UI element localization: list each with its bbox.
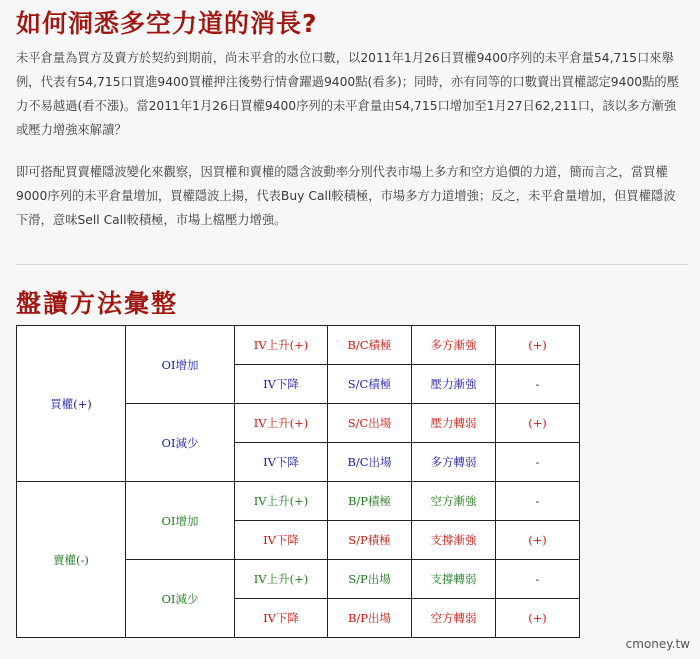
- meaning-cell: 壓力漸強: [412, 365, 496, 404]
- sign-cell: (+): [496, 599, 580, 638]
- meaning-cell: 多方轉弱: [412, 443, 496, 482]
- meaning-cell: 壓力轉弱: [412, 404, 496, 443]
- group-label-call: 買權(+): [17, 326, 126, 482]
- meaning-cell: 支撐轉弱: [412, 560, 496, 599]
- subgroup-label: OI減少: [126, 404, 235, 482]
- meaning-cell: 空方漸強: [412, 482, 496, 521]
- sign-cell: (+): [496, 521, 580, 560]
- sign-cell: -: [496, 443, 580, 482]
- meaning-cell: 多方漸強: [412, 326, 496, 365]
- action-cell: B/P出場: [328, 599, 412, 638]
- action-cell: B/P積極: [328, 482, 412, 521]
- subgroup-label: OI增加: [126, 482, 235, 560]
- action-cell: S/P出場: [328, 560, 412, 599]
- action-cell: S/P積極: [328, 521, 412, 560]
- iv-cell: IV上升(+): [235, 404, 328, 443]
- iv-cell: IV下降: [235, 443, 328, 482]
- table-row: [17, 482, 580, 521]
- sign-cell: (+): [496, 404, 580, 443]
- meaning-cell: 空方轉弱: [412, 599, 496, 638]
- group-label-put: 賣權(-): [17, 482, 126, 638]
- iv-cell: IV下降: [235, 521, 328, 560]
- action-cell: B/C積極: [328, 326, 412, 365]
- page-title: 如何洞悉多空力道的消長?: [16, 9, 318, 38]
- sign-cell: -: [496, 482, 580, 521]
- section-divider: [16, 264, 688, 265]
- subgroup-label: OI減少: [126, 560, 235, 638]
- table-row: [17, 326, 580, 365]
- sign-cell: -: [496, 365, 580, 404]
- reading-method-table: [16, 325, 580, 638]
- meaning-cell: 支撐漸強: [412, 521, 496, 560]
- iv-cell: IV下降: [235, 599, 328, 638]
- iv-cell: IV上升(+): [235, 560, 328, 599]
- sign-cell: -: [496, 560, 580, 599]
- iv-cell: IV上升(+): [235, 482, 328, 521]
- iv-cell: IV下降: [235, 365, 328, 404]
- subgroup-label: OI增加: [126, 326, 235, 404]
- action-cell: B/C出場: [328, 443, 412, 482]
- sign-cell: (+): [496, 326, 580, 365]
- action-cell: S/C出場: [328, 404, 412, 443]
- action-cell: S/C積極: [328, 365, 412, 404]
- iv-cell: IV上升(+): [235, 326, 328, 365]
- explanation-paragraph: 即可搭配買賣權隱波變化來觀察，因買權和賣權的隱含波動率分別代表市場上多方和空方追價的力道，簡而言之，當買權9000序列的未平倉量增加，買權隱波上揚，代表Buy Call較積極，市場多方力道增強；反之，未平倉量增加，但買權隱波下滑，意味Sell Call較積極，市場上檔壓力增強。: [16, 165, 676, 227]
- intro-paragraph: 未平倉量為買方及賣方於契約到期前，尚未平倉的水位口數，以2011年1月26日買權9400序列的未平倉量54,715口來舉例，代表有54,715口買進9400買權押注後勢行情會躍過9400點(看多)；同時，亦有同等的口數賣出買權認定9400點的壓力不易越過(看不漲)。當2011年1月26日買權9400序列的未平倉量由54,715口增加至1月27日62,211口，該以多方漸強或壓力增強來解讀？: [16, 51, 679, 137]
- watermark: cmoney.tw: [625, 637, 690, 651]
- section-title: 盤讀方法彙整: [16, 289, 179, 318]
